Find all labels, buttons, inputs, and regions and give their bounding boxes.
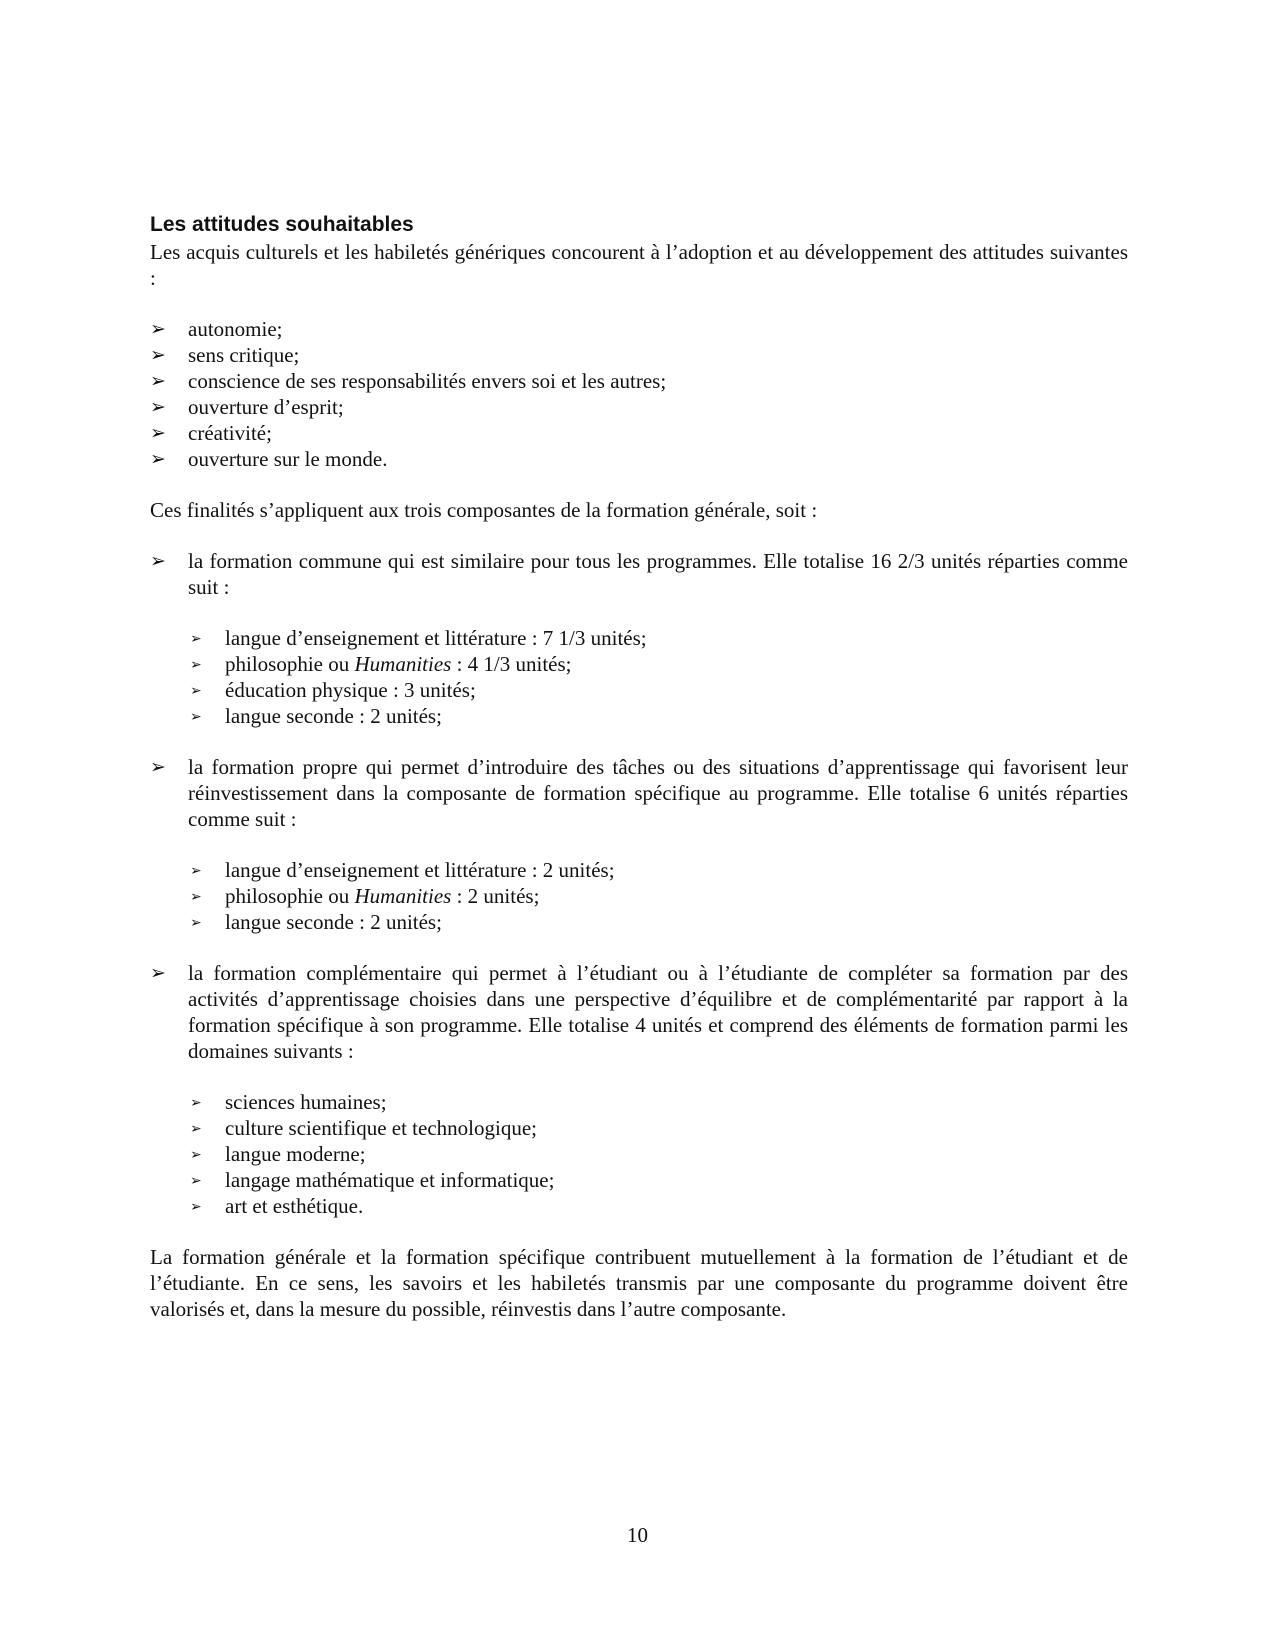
- arrow-bullet-icon: ➢: [150, 344, 166, 366]
- arrow-bullet-icon: ➢: [150, 756, 166, 778]
- arrow-bullet-icon: ➢: [150, 318, 166, 340]
- spacer: [150, 935, 1128, 960]
- arrow-bullet-icon: ➢: [190, 863, 202, 879]
- arrow-bullet-icon: ➢: [190, 657, 202, 673]
- arrow-bullet-icon: ➢: [190, 1173, 202, 1189]
- arrow-bullet-icon: ➢: [190, 1199, 202, 1215]
- arrow-bullet-icon: ➢: [190, 1121, 202, 1137]
- complementaire-text: la formation complémentaire qui permet à l’étudiant ou à l’étudiante de compléter sa formation par des activités d’apprentissage choisies dans une perspective d’équilibre et de complémentarité par rapport à la formation spécifique à son programme. Elle totalise 4 unités et comprend des éléments de formation parmi les domaines suivants :: [188, 961, 1128, 1063]
- arrow-bullet-icon: ➢: [150, 550, 166, 572]
- arrow-bullet-icon: ➢: [150, 396, 166, 418]
- spacer: [150, 1219, 1128, 1244]
- attitudes-list: [150, 316, 1128, 472]
- spacer: [150, 472, 1128, 497]
- list-item: ➢ ouverture sur le monde.: [150, 447, 388, 471]
- list-item: ➢ art et esthétique.: [190, 1194, 364, 1218]
- complementaire-sublist: [188, 1089, 1128, 1219]
- list-item: ➢ philosophie ou Humanities : 4 1/3 unités;: [190, 652, 572, 676]
- list-item: [150, 548, 1128, 600]
- spacer: [150, 729, 1128, 754]
- commune-sublist: [188, 625, 1128, 729]
- list-item: ➢ sciences humaines;: [190, 1090, 387, 1114]
- list-item: ➢ langue seconde : 2 unités;: [190, 910, 442, 934]
- list-item: ➢ autonomie;: [150, 317, 283, 341]
- section-heading: Les attitudes souhaitables: [150, 213, 414, 236]
- commune-block: [150, 548, 1128, 600]
- arrow-bullet-icon: ➢: [190, 1147, 202, 1163]
- list-item: ➢ éducation physique : 3 unités;: [190, 678, 476, 702]
- document-page: [150, 212, 1128, 1322]
- arrow-bullet-icon: ➢: [190, 889, 202, 905]
- spacer: [150, 291, 1128, 316]
- arrow-bullet-icon: ➢: [190, 709, 202, 725]
- arrow-bullet-icon: ➢: [190, 631, 202, 647]
- list-item: ➢ langue seconde : 2 unités;: [190, 704, 442, 728]
- list-item: ➢ sens critique;: [150, 343, 300, 367]
- page-number: 10: [627, 1523, 648, 1547]
- spacer: [150, 523, 1128, 548]
- list-item: ➢ ouverture d’esprit;: [150, 395, 344, 419]
- propre-sublist: [188, 857, 1128, 935]
- complementaire-block: [150, 960, 1128, 1064]
- arrow-bullet-icon: ➢: [190, 1095, 202, 1111]
- composantes-intro: Ces finalités s’appliquent aux trois composantes de la formation générale, soit :: [150, 498, 818, 522]
- spacer: [150, 600, 1128, 625]
- list-item: ➢ culture scientifique et technologique;: [190, 1116, 537, 1140]
- arrow-bullet-icon: ➢: [150, 448, 166, 470]
- spacer: [150, 832, 1128, 857]
- list-item: ➢ créativité;: [150, 421, 272, 445]
- list-item: [150, 754, 1128, 832]
- list-item: [150, 960, 1128, 1064]
- list-item: ➢ philosophie ou Humanities : 2 unités;: [190, 884, 540, 908]
- conclusion-paragraph: La formation générale et la formation spécifique contribuent mutuellement à la formation de l’étudiant et de l’étudiante. En ce sens, les savoirs et les habiletés transmis par une composante du programme doivent être valorisés et, dans la mesure du possible, réinvestis dans l’autre composante.: [150, 1245, 1128, 1321]
- propre-text: la formation propre qui permet d’introduire des tâches ou des situations d’apprentissage qui favorisent leur réinvestissement dans la composante de formation spécifique au programme. Elle totalise 6 unités réparties comme suit :: [188, 755, 1128, 831]
- intro-paragraph: Les acquis culturels et les habiletés génériques concourent à l’adoption et au développement des attitudes suivantes :: [150, 240, 1128, 290]
- arrow-bullet-icon: ➢: [190, 915, 202, 931]
- arrow-bullet-icon: ➢: [150, 422, 166, 444]
- list-item: ➢ langue moderne;: [190, 1142, 366, 1166]
- commune-text: la formation commune qui est similaire pour tous les programmes. Elle totalise 16 2/3 unités réparties comme suit :: [188, 549, 1128, 599]
- list-item: ➢ langue d’enseignement et littérature : 2 unités;: [190, 858, 615, 882]
- list-item: ➢ langage mathématique et informatique;: [190, 1168, 555, 1192]
- arrow-bullet-icon: ➢: [150, 962, 166, 984]
- arrow-bullet-icon: ➢: [190, 683, 202, 699]
- arrow-bullet-icon: ➢: [150, 370, 166, 392]
- list-item: ➢ langue d’enseignement et littérature : 7 1/3 unités;: [190, 626, 647, 650]
- spacer: [150, 1064, 1128, 1089]
- list-item: ➢ conscience de ses responsabilités envers soi et les autres;: [150, 369, 667, 393]
- propre-block: [150, 754, 1128, 832]
